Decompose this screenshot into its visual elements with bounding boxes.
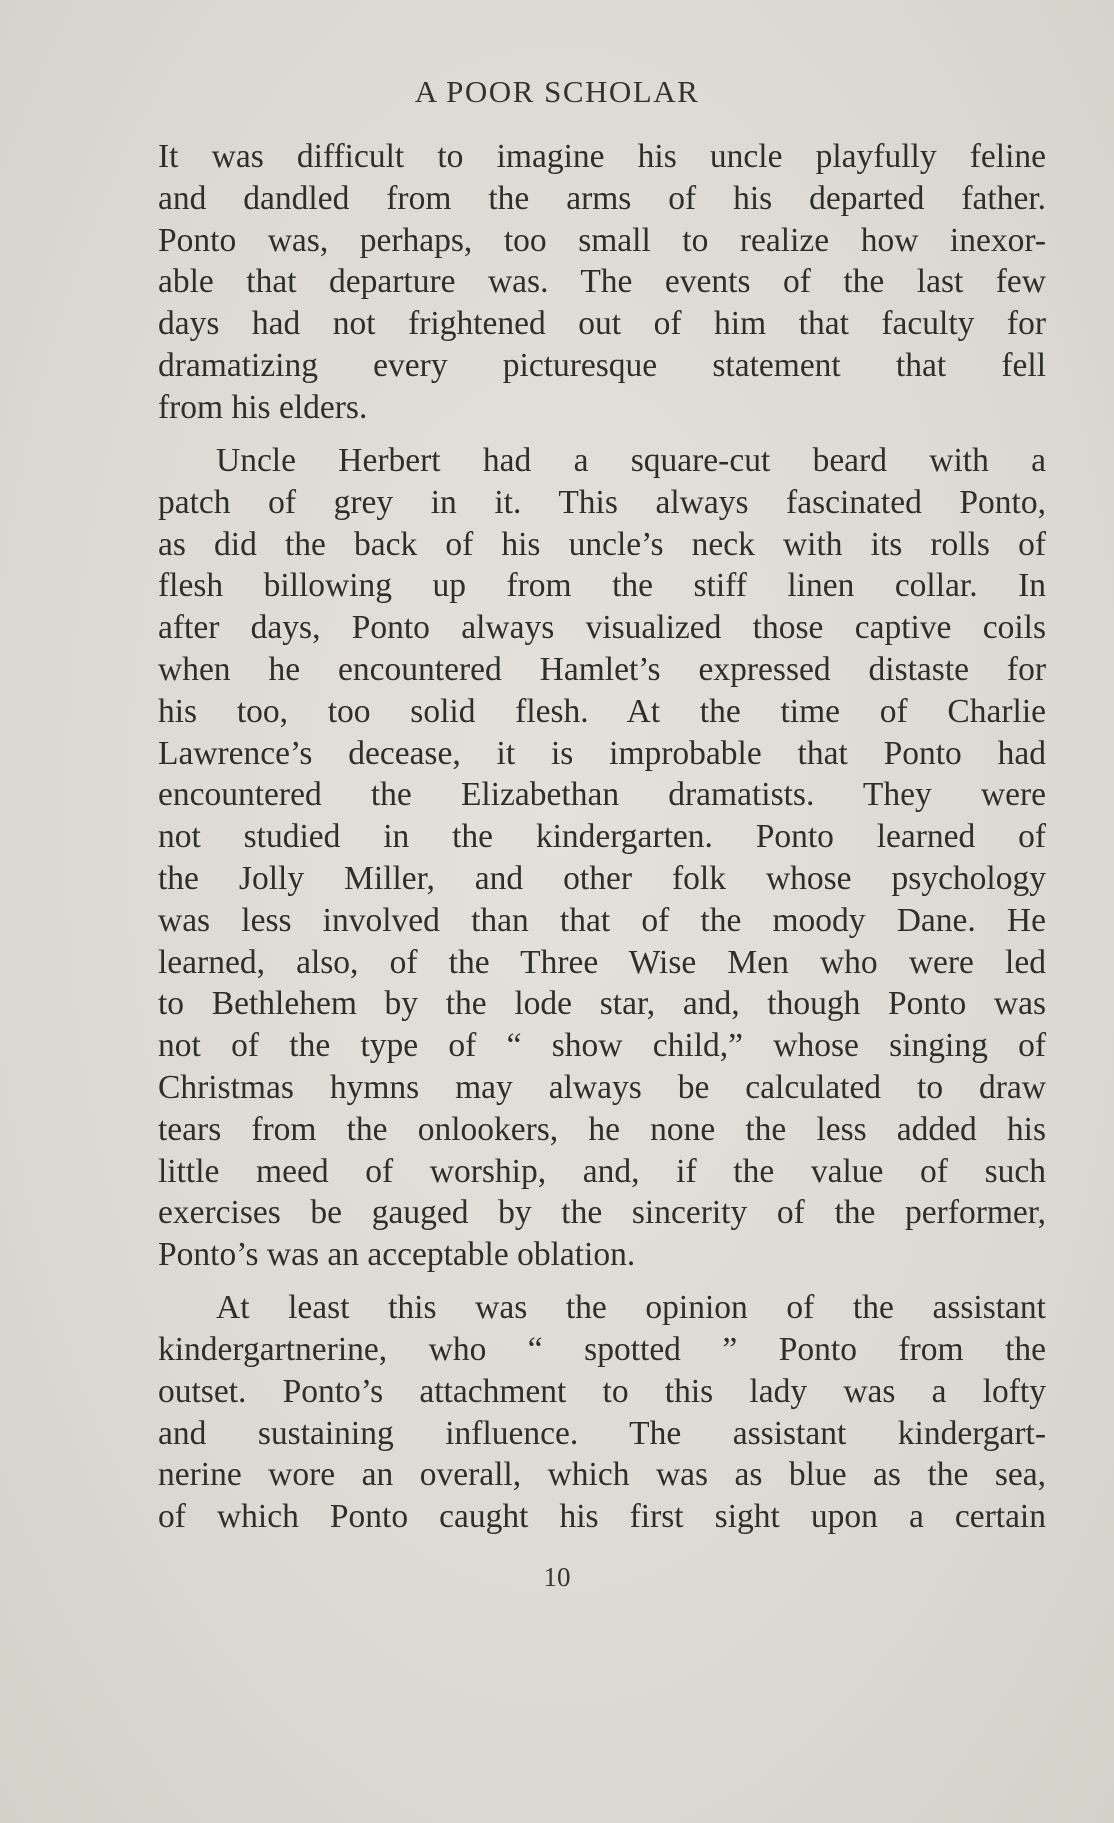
text-line: was less involved than that of the moody Dane. He xyxy=(158,901,1046,939)
text-line: dramatizing every picturesque statement that fell xyxy=(158,346,1046,384)
text-line: Ponto was, perhaps, too small to realize how inexor- xyxy=(158,221,1046,259)
text-line: learned, also, of the Three Wise Men who were led xyxy=(158,943,1046,981)
text-line: to Bethlehem by the lode star, and, though Ponto was xyxy=(158,985,1046,1023)
paragraph-3 xyxy=(158,1287,1046,1538)
text-line: the Jolly Miller, and other folk whose psychology xyxy=(158,859,1046,897)
text-line: At least this was the opinion of the assistant xyxy=(216,1289,1046,1327)
text-line: of which Ponto caught his first sight upon a certain xyxy=(158,1498,1046,1536)
text-line: after days, Ponto always visualized those captive coils xyxy=(158,609,1046,647)
text-line: as did the back of his uncle’s neck with its rolls of xyxy=(158,525,1046,563)
paragraph-gap xyxy=(158,429,1046,440)
text-line: Lawrence’s decease, it is improbable that Ponto had xyxy=(158,734,1046,772)
running-head: A POOR SCHOLAR xyxy=(414,74,700,109)
text-line: patch of grey in it. This always fascinated Ponto, xyxy=(158,483,1046,521)
paragraph-1 xyxy=(158,136,1046,429)
text-line: and sustaining influence. The assistant kindergart- xyxy=(158,1414,1046,1452)
paragraph-gap xyxy=(158,1276,1046,1287)
text-line: flesh billowing up from the stiff linen collar. In xyxy=(158,567,1046,605)
text-line: outset. Ponto’s attachment to this lady was a lofty xyxy=(158,1372,1046,1410)
page-number: 10 xyxy=(543,1562,571,1592)
text-line: Christmas hymns may always be calculated to draw xyxy=(158,1068,1046,1106)
text-line: able that departure was. The events of the last few xyxy=(158,263,1046,301)
text-line: nerine wore an overall, which was as blue as the sea, xyxy=(158,1456,1046,1494)
text-line: when he encountered Hamlet’s expressed distaste for xyxy=(158,650,1046,688)
text-line: Uncle Herbert had a square-cut beard with a xyxy=(216,441,1046,479)
paragraph-2 xyxy=(158,440,1046,1276)
text-line: It was difficult to imagine his uncle playfully feline xyxy=(158,138,1046,175)
text-line: days had not frightened out of him that faculty for xyxy=(158,305,1046,343)
text-line: encountered the Elizabethan dramatists. They were xyxy=(158,776,1046,814)
text-line: and dandled from the arms of his departed father. xyxy=(158,179,1046,217)
text-line: from his elders. xyxy=(158,388,368,426)
body-text xyxy=(158,136,1046,1538)
text-line: not studied in the kindergarten. Ponto learned of xyxy=(158,818,1046,856)
text-line: kindergartnerine, who “ spotted ” Ponto from the xyxy=(158,1331,1046,1369)
text-line: tears from the onlookers, he none the less added his xyxy=(158,1110,1046,1148)
text-line: his too, too solid flesh. At the time of Charlie xyxy=(158,692,1046,730)
text-line: exercises be gauged by the sincerity of the performer, xyxy=(158,1194,1046,1232)
text-line: not of the type of “ show child,” whose singing of xyxy=(158,1027,1046,1065)
text-line: Ponto’s was an acceptable oblation. xyxy=(158,1236,636,1274)
text-line: little meed of worship, and, if the value of such xyxy=(158,1152,1046,1190)
